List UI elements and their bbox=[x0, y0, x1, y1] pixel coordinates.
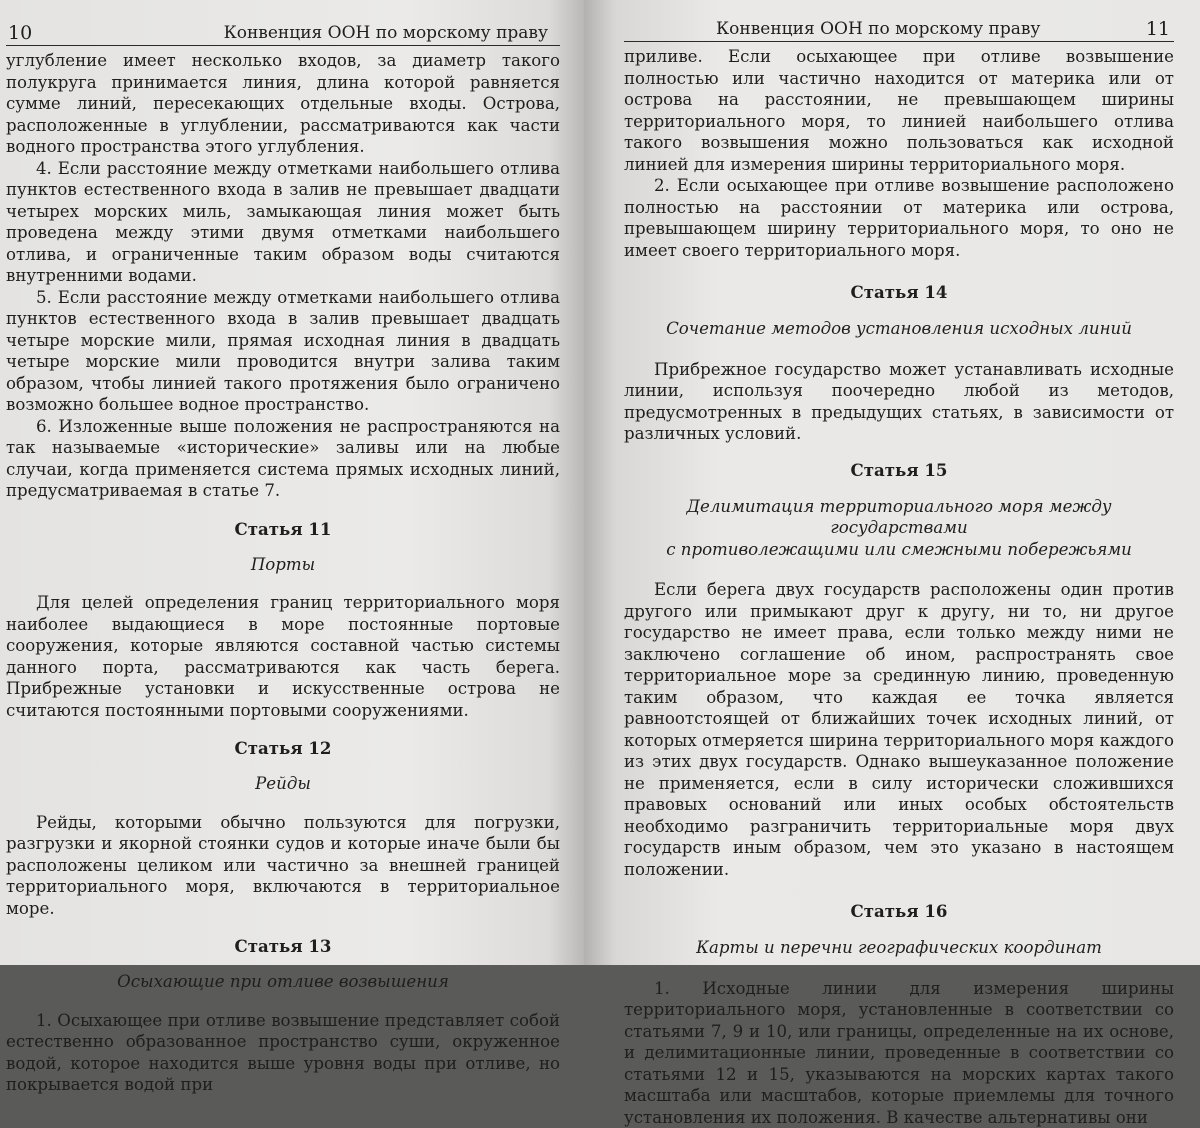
page-number-left: 10 bbox=[8, 22, 32, 44]
running-head-right bbox=[624, 18, 1174, 42]
article-14-heading: Статья 14 bbox=[624, 282, 1174, 303]
article-15-heading: Статья 15 bbox=[624, 460, 1174, 481]
article-12-title: Рейды bbox=[6, 773, 560, 795]
paragraph: 6. Изложенные выше положения не распространяются на так называемые «исторические» заливы или на любые случаи, когда применяется система прямых исходных линий, предусматриваемая в статье 7. bbox=[6, 416, 560, 502]
running-title-right: Конвенция ООН по морскому праву bbox=[716, 18, 1040, 40]
paragraph: 2. Если осыхающее при отливе возвышение расположено полностью на расстоянии от материка или острова, превышающем ширину территориального моря, то оно не имеет своего территориального моря. bbox=[624, 175, 1174, 261]
page-number-right: 11 bbox=[1146, 18, 1170, 40]
article-12-heading: Статья 12 bbox=[6, 738, 560, 759]
article-11-text: Для целей определения границ территориального моря наиболее выдающиеся в море постоянные портовые сооружения, которые являются составной частью системы данного порта, рассматриваются как часть берега. Прибрежные установки и искусственные острова не считаются постоянными портовыми сооружениями. bbox=[6, 592, 560, 721]
paragraph: приливе. Если осыхающее при отливе возвышение полностью или частично находится от материка или от острова на расстоянии, не превышающем ширины территориального моря, то линией наибольшего отлива такого возвышения можно пользоваться как исходной линией для измерения ширины территориального моря. bbox=[624, 46, 1174, 175]
article-15-title-line-2: с противолежащими или смежными побережьями bbox=[624, 539, 1174, 561]
article-12-text: Рейды, которыми обычно пользуются для погрузки, разгрузки и якорной стоянки судов и которые иначе были бы расположены целиком или частично за внешней границей территориального моря, включаются в территориальное море. bbox=[6, 812, 560, 920]
article-11-title: Порты bbox=[6, 554, 560, 576]
article-11-heading: Статья 11 bbox=[6, 519, 560, 540]
left-page-text bbox=[6, 50, 560, 1096]
article-16-heading: Статья 16 bbox=[624, 901, 1174, 922]
paragraph: углубление имеет несколько входов, за диаметр такого полукруга принимается линия, длина которой равняется сумме линий, пересекающих отдельные входы. Острова, расположенные в углублении, рассматриваются как части водного пространства этого углубления. bbox=[6, 50, 560, 158]
article-16-text: 1. Исходные линии для измерения ширины территориального моря, установленные в соответствии со статьями 7, 9 и 10, или границы, определенные на их основе, и делимитационные линии, проведенные в соответствии со статьями 12 и 15, указываются на морских картах такого масштаба или масштабов, которые приемлемы для точного установления их положения. В качестве альтернативы они bbox=[624, 978, 1174, 1128]
article-15-text: Если берега двух государств расположены один против другого или примыкают друг к другу, ни то, ни другое государство не имеет права, если только между ними не заключено соглашение об ином, распространять свое территориальное море за срединную линию, проведенную таким образом, что каждая ее точка является равноотстоящей от ближайших точек исходных линий, от которых отмеряется ширина территориального моря каждого из этих двух государств. Однако вышеуказанное положение не применяется, если в силу исторически сложившихся правовых оснований или иных особых обстоятельств необходимо разграничить территориальные моря двух государств иным образом, чем это указано в настоящем положении. bbox=[624, 579, 1174, 880]
article-16-title: Карты и перечни географических координат bbox=[624, 937, 1174, 959]
running-head-left bbox=[6, 22, 560, 46]
right-page-text bbox=[624, 46, 1174, 1128]
paragraph: 5. Если расстояние между отметками наибольшего отлива пунктов естественного входа в залив превышает двадцать четыре морские мили, прямая исходная линия в двадцать четыре морские мили проводится внутри залива таким образом, чтобы линией такого протяжения было ограничено возможно большее водное пространство. bbox=[6, 287, 560, 416]
paragraph: 4. Если расстояние между отметками наибольшего отлива пунктов естественного входа в залив не превышает двадцати четырех морских миль, замыкающая линия может быть проведена между этими двумя отметками наибольшего отлива, и ограниченные таким образом воды считаются внутренними водами. bbox=[6, 158, 560, 287]
article-13-title: Осыхающие при отливе возвышения bbox=[6, 971, 560, 993]
article-14-title: Сочетание методов установления исходных линий bbox=[624, 318, 1174, 340]
left-page bbox=[0, 0, 584, 965]
article-15-title-line-1: Делимитация территориального моря между государствами bbox=[624, 496, 1174, 539]
article-13-heading: Статья 13 bbox=[6, 936, 560, 957]
article-13-text: 1. Осыхающее при отливе возвышение представляет собой естественно образованное пространство суши, окруженное водой, которое находится выше уровня воды при отливе, но покрывается водой при bbox=[6, 1010, 560, 1096]
right-page bbox=[584, 0, 1200, 965]
article-14-text: Прибрежное государство может устанавливать исходные линии, используя поочередно любой из методов, предусмотренных в предыдущих статьях, в зависимости от различных условий. bbox=[624, 359, 1174, 445]
running-title-left: Конвенция ООН по морскому праву bbox=[224, 22, 548, 44]
